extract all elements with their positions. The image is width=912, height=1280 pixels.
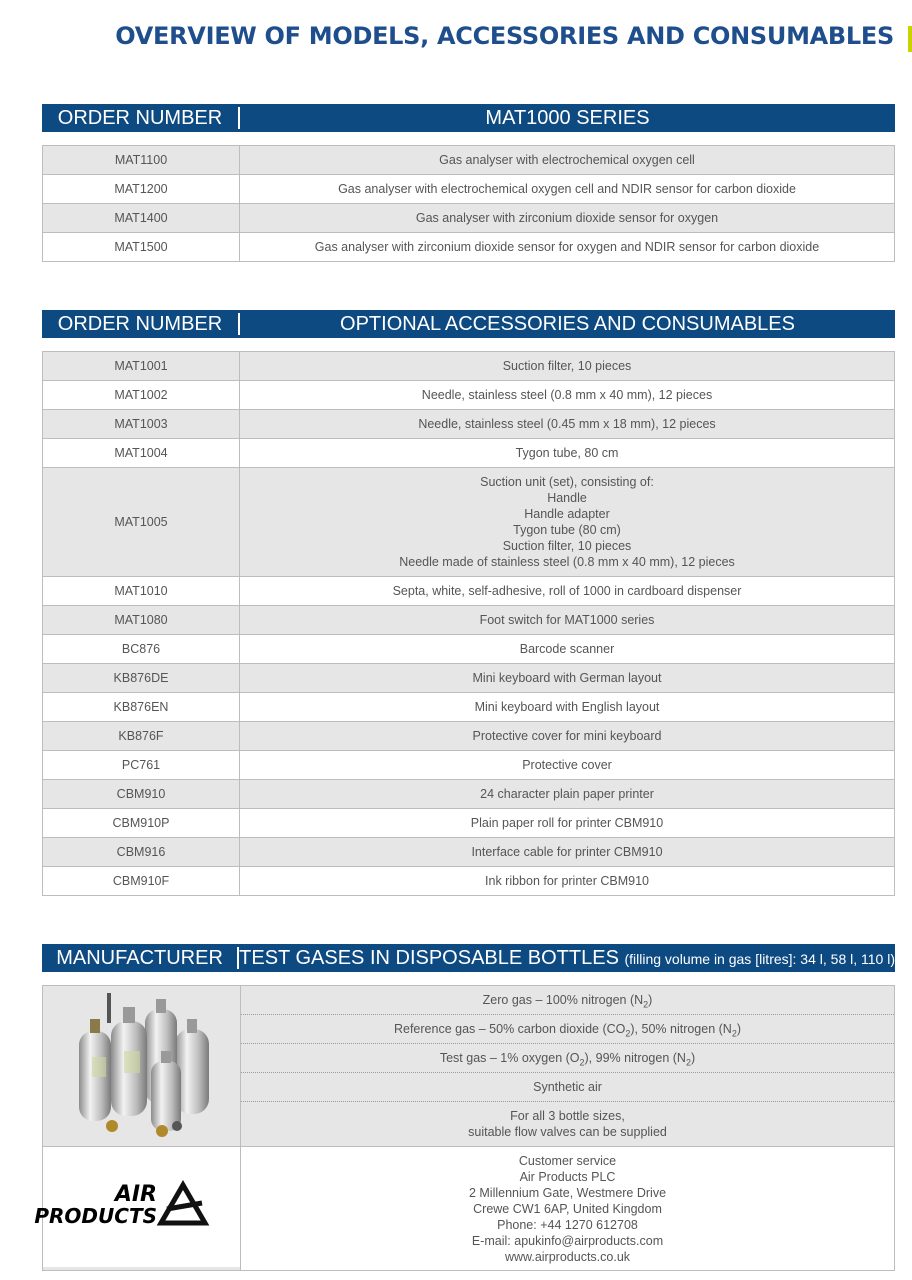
description-cell: Mini keyboard with English layout — [240, 693, 895, 722]
order-number-cell: CBM910 — [43, 780, 240, 809]
order-number-cell: MAT1003 — [43, 410, 240, 439]
gases-table — [33, 985, 895, 1271]
description-cell: Plain paper roll for printer CBM910 — [240, 809, 895, 838]
order-number-cell: PC761 — [43, 751, 240, 780]
order-number-cell: MAT1005 — [43, 468, 240, 577]
models-section — [42, 104, 895, 262]
gases-volume-note: (filling volume in gas [litres]: 34 l, 58 l, 110 l) — [624, 950, 895, 967]
order-number-cell: KB876F — [43, 722, 240, 751]
order-number-cell: MAT1200 — [43, 175, 240, 204]
order-number-cell: MAT1010 — [43, 577, 240, 606]
description-cell: Gas analyser with electrochemical oxygen cell and NDIR sensor for carbon dioxide — [240, 175, 895, 204]
subscript: 2 — [731, 1028, 737, 1039]
models-col-series: MAT1000 SERIES — [485, 106, 650, 129]
description-cell: Interface cable for printer CBM910 — [240, 838, 895, 867]
order-number-cell: MAT1002 — [43, 381, 240, 410]
models-col-order-number: ORDER NUMBER — [42, 107, 240, 129]
accessory-row — [43, 468, 895, 577]
description-cell: Septa, white, self-adhesive, roll of 1000 in cardboard dispenser — [240, 577, 895, 606]
gases-header — [42, 944, 895, 972]
order-number-cell: MAT1500 — [43, 233, 240, 262]
order-number-cell: MAT1400 — [43, 204, 240, 233]
description-cell: Needle, stainless steel (0.8 mm x 40 mm), 12 pieces — [240, 381, 895, 410]
description-cell: Protective cover — [240, 751, 895, 780]
description-cell: Tygon tube, 80 cm — [240, 439, 895, 468]
accessory-row — [43, 693, 895, 722]
gas-row: Test gas – 1% oxygen $(O_2)$, 99% nitrogen $(N_2)$ — [241, 1044, 894, 1073]
gases-left-column — [33, 986, 241, 1270]
order-number-cell: MAT1080 — [43, 606, 240, 635]
description-cell: Needle, stainless steel (0.45 mm x 18 mm), 12 pieces — [240, 410, 895, 439]
description-line: Handle — [547, 491, 587, 505]
description-cell — [240, 468, 895, 577]
gas-rows — [241, 986, 894, 1102]
models-header — [42, 104, 895, 132]
contact-line: Phone: +44 1270 612708 — [497, 1218, 638, 1232]
description-cell: Suction filter, 10 pieces — [240, 352, 895, 381]
accessories-header — [42, 310, 895, 338]
description-cell: Gas analyser with zirconium dioxide sensor for oxygen and NDIR sensor for carbon dioxide — [240, 233, 895, 262]
order-number-cell: KB876DE — [43, 664, 240, 693]
subscript: 2 — [685, 1057, 691, 1068]
gas-row: Reference gas – 50% carbon dioxide $(CO_2)$, 50% nitrogen $(N_2)$ — [241, 1015, 894, 1044]
model-row — [43, 146, 895, 175]
accessory-row — [43, 664, 895, 693]
accessory-row — [43, 838, 895, 867]
accessory-row — [43, 867, 895, 896]
accessory-row — [43, 780, 895, 809]
order-number-cell: BC876 — [43, 635, 240, 664]
contact-line: E-mail: apukinfo@airproducts.com — [471, 1234, 664, 1248]
subscript: 2 — [625, 1028, 631, 1039]
model-row — [43, 204, 895, 233]
description-line: Needle made of stainless steel (0.8 mm x 40 mm), 12 pieces — [399, 555, 735, 569]
gases-right-column — [241, 986, 894, 1270]
contact-line: Crewe CW1 6AP, United Kingdom — [473, 1202, 662, 1216]
accessories-col-title: OPTIONAL ACCESSORIES AND CONSUMABLES — [340, 312, 795, 335]
accessory-row — [43, 381, 895, 410]
gas-row: Synthetic air — [241, 1073, 894, 1102]
contact-line: Air Products PLC — [519, 1170, 616, 1184]
gas-bottles-image — [43, 986, 240, 1147]
order-number-cell: MAT1001 — [43, 352, 240, 381]
accessory-row — [43, 352, 895, 381]
models-table — [42, 145, 895, 262]
accessories-col-order-number: ORDER NUMBER — [42, 313, 240, 335]
flow-note-line: suitable flow valves can be supplied — [468, 1125, 667, 1139]
gas-row: Zero gas – 100% nitrogen $(N_2)$ — [241, 986, 894, 1015]
flow-note-line: For all 3 bottle sizes, — [510, 1109, 625, 1123]
description-line: Suction unit (set), consisting of: — [480, 475, 654, 489]
order-number-cell: CBM916 — [43, 838, 240, 867]
order-number-cell: MAT1004 — [43, 439, 240, 468]
accessory-row — [43, 410, 895, 439]
page-title: OVERVIEW OF MODELS, ACCESSORIES AND CONSUMABLES — [115, 22, 894, 50]
contact-line: 2 Millennium Gate, Westmere Drive — [468, 1186, 667, 1200]
accessories-section — [42, 310, 895, 896]
accessory-row — [43, 635, 895, 664]
description-cell: Barcode scanner — [240, 635, 895, 664]
customer-service-contact — [241, 1146, 894, 1270]
description-cell: Protective cover for mini keyboard — [240, 722, 895, 751]
accessory-row — [43, 606, 895, 635]
accessory-row — [43, 751, 895, 780]
accessories-table — [42, 351, 895, 896]
gases-title: TEST GASES IN DISPOSABLE BOTTLES — [239, 946, 619, 969]
gases-section — [33, 944, 895, 1271]
order-number-cell: CBM910F — [43, 867, 240, 896]
description-cell: 24 character plain paper printer — [240, 780, 895, 809]
subscript: 2 — [579, 1057, 585, 1068]
contact-line: Customer service — [518, 1154, 617, 1168]
order-number-cell: KB876EN — [43, 693, 240, 722]
accessory-row — [43, 577, 895, 606]
description-cell: Ink ribbon for printer CBM910 — [240, 867, 895, 896]
description-cell: Mini keyboard with German layout — [240, 664, 895, 693]
accessory-row — [43, 722, 895, 751]
accessory-row — [43, 809, 895, 838]
logo-text-products: PRODUCTS — [33, 1204, 157, 1228]
description-line: Handle adapter — [524, 507, 610, 521]
gases-col-manufacturer: MANUFACTURER — [42, 947, 239, 969]
model-row — [43, 175, 895, 204]
logo-text-air: AIR — [114, 1182, 157, 1207]
air-products-logo — [33, 1147, 240, 1267]
description-cell: Gas analyser with electrochemical oxygen cell — [240, 146, 895, 175]
order-number-cell: MAT1100 — [43, 146, 240, 175]
flow-valve-note — [241, 1102, 894, 1146]
gases-col-title — [239, 947, 895, 970]
accessory-row — [43, 439, 895, 468]
description-line: Tygon tube (80 cm) — [513, 523, 621, 537]
description-cell: Gas analyser with zirconium dioxide sensor for oxygen — [240, 204, 895, 233]
contact-line: www.airproducts.co.uk — [504, 1250, 631, 1264]
order-number-cell: CBM910P — [43, 809, 240, 838]
model-row — [43, 233, 895, 262]
description-cell: Foot switch for MAT1000 series — [240, 606, 895, 635]
title-accent-bar — [908, 26, 912, 52]
subscript: 2 — [643, 999, 649, 1010]
description-line: Suction filter, 10 pieces — [502, 539, 632, 553]
